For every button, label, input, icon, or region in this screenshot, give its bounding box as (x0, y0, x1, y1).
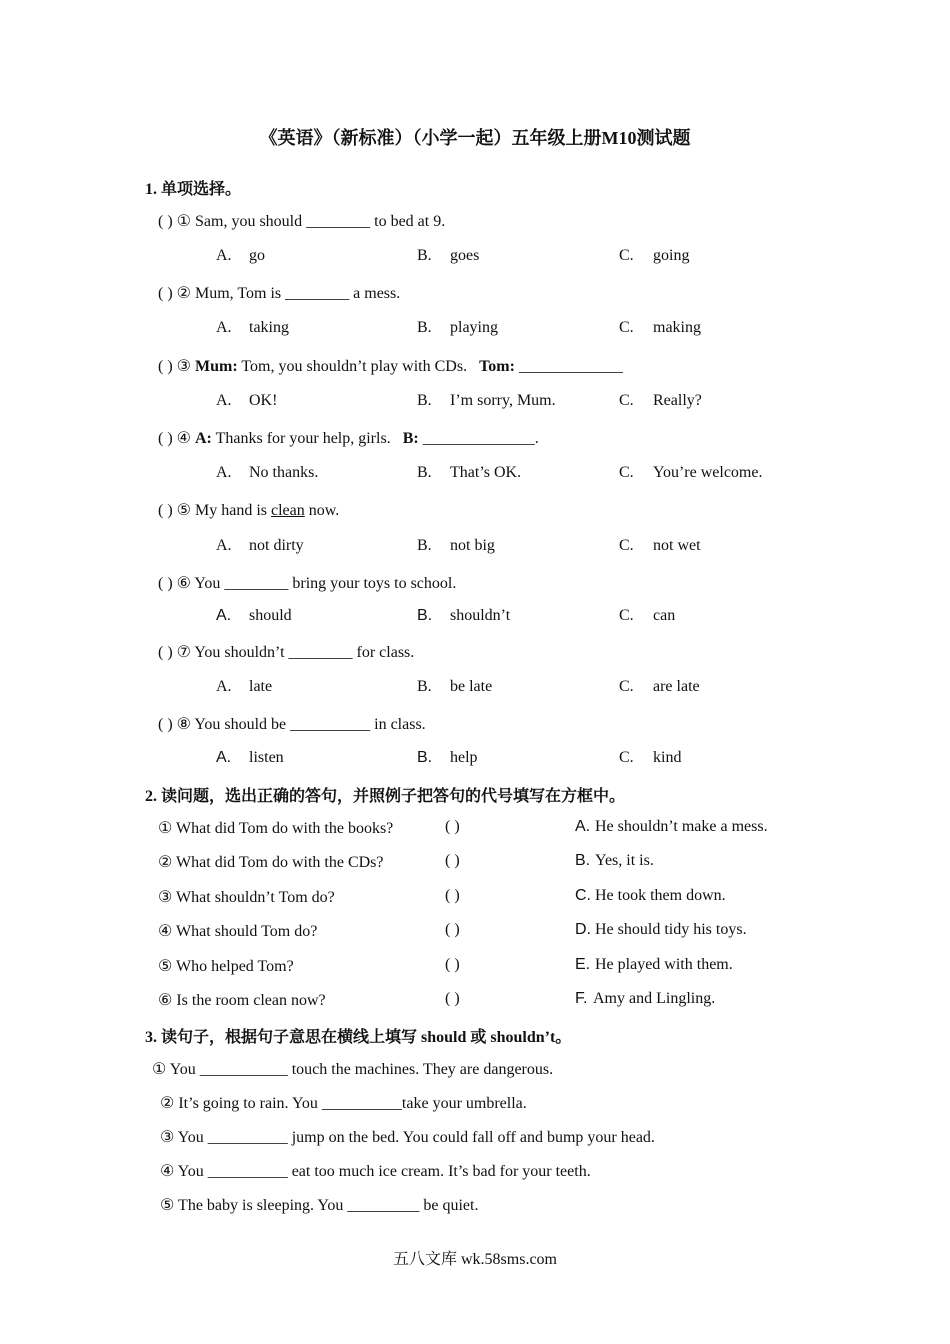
option-b-label: B. (417, 392, 432, 409)
option-a-label: A. (216, 247, 232, 264)
question-7: ( ) ⑦ You shouldn’t ________ for class. (158, 644, 415, 661)
option-b: shouldn’t (450, 607, 511, 624)
answer-box: ( ) (445, 956, 460, 973)
option-a: should (249, 607, 292, 624)
answer-text: He shouldn’t make a mess. (595, 818, 768, 835)
question-1: ( ) ① Sam, you should ________ to bed at 9. (158, 213, 446, 230)
option-a-label: A. (216, 749, 232, 766)
answer-box: ( ) (445, 921, 460, 938)
option-c-label: C. (619, 607, 634, 624)
option-a-label: A. (216, 464, 232, 481)
answer-text: He took them down. (595, 887, 726, 904)
option-a: late (249, 678, 273, 695)
option-c: going (653, 247, 690, 264)
match-question: ⑥ Is the room clean now? (158, 992, 326, 1009)
answer-box: ( ) (445, 818, 460, 835)
option-b-label: B. (417, 319, 432, 336)
question-5: ( ) ⑤ My hand is clean now. (158, 502, 340, 519)
match-question: ⑤ Who helped Tom? (158, 958, 294, 975)
question-4: ( ) ④ A: Thanks for your help, girls. B: ______________. (158, 430, 539, 447)
question-2: ( ) ② Mum, Tom is ________ a mess. (158, 285, 401, 302)
option-a-label: A. (216, 607, 232, 624)
answer-box: ( ) (445, 990, 460, 1007)
section-3-heading: 3. 读句子，根据句子意思在横线上填写 should 或 shouldn’t。 (145, 1029, 572, 1046)
option-c: kind (653, 749, 682, 766)
speaker-label: Tom: (479, 358, 515, 375)
option-b-label: B. (417, 607, 433, 624)
option-b-label: B. (417, 464, 432, 481)
fill-in-sentence: ④ You __________ eat too much ice cream. It’s bad for your teeth. (160, 1163, 591, 1180)
fill-in-sentence: ③ You __________ jump on the bed. You could fall off and bump your head. (160, 1129, 655, 1146)
question-8: ( ) ⑧ You should be __________ in class. (158, 716, 426, 733)
answer-letter: D. (575, 921, 591, 938)
answer-letter: B. (575, 852, 591, 869)
option-c-label: C. (619, 247, 634, 264)
option-a-label: A. (216, 319, 232, 336)
option-a-label: A. (216, 678, 232, 695)
option-b: That’s OK. (450, 464, 522, 481)
option-b: help (450, 749, 478, 766)
answer-text: He played with them. (595, 956, 733, 973)
answer-letter: A. (575, 818, 591, 835)
option-b: playing (450, 319, 498, 336)
option-b: I’m sorry, Mum. (450, 392, 556, 409)
option-c: making (653, 319, 701, 336)
section-1-heading: 1. 单项选择。 (145, 181, 242, 198)
fill-in-sentence: ⑤ The baby is sleeping. You _________ be quiet. (160, 1197, 479, 1214)
section-2-heading: 2. 读问题，选出正确的答句，并照例子把答句的代号填写在方框中。 (145, 788, 626, 805)
match-question: ③ What shouldn’t Tom do? (158, 889, 335, 906)
footer-watermark: 五八文库 wk.58sms.com (392, 1251, 557, 1268)
option-a-label: A. (216, 392, 232, 409)
option-b-label: B. (417, 537, 432, 554)
option-b-label: B. (417, 749, 433, 766)
question-3: ( ) ③ Mum: Tom, you shouldn’t play with CDs. Tom: _____________ (158, 358, 623, 375)
speaker-label: B: (402, 430, 419, 447)
option-c-label: C. (619, 749, 634, 766)
answer-letter: E. (575, 956, 591, 973)
option-b: be late (450, 678, 493, 695)
option-c: You’re welcome. (653, 464, 763, 481)
fill-in-sentence: ② It’s going to rain. You __________take your umbrella. (160, 1095, 527, 1112)
answer-text: Yes, it is. (595, 852, 654, 869)
option-c-label: C. (619, 464, 634, 481)
option-a: taking (249, 319, 289, 336)
option-c: Really? (653, 392, 702, 409)
option-a: listen (249, 749, 284, 766)
option-b: goes (450, 247, 480, 264)
answer-text: Amy and Lingling. (593, 990, 716, 1007)
option-a: OK! (249, 392, 278, 409)
page-title: 《英语》（新标准）（小学一起）五年级上册M10测试题 (259, 128, 691, 148)
option-c-label: C. (619, 319, 634, 336)
speaker-label: Mum: (195, 358, 238, 375)
fill-in-sentence: ① You ___________ touch the machines. They are dangerous. (152, 1061, 554, 1078)
option-b-label: B. (417, 678, 432, 695)
option-a-label: A. (216, 537, 232, 554)
option-c: are late (653, 678, 700, 695)
question-6: ( ) ⑥ You ________ bring your toys to school. (158, 575, 457, 592)
match-question: ① What did Tom do with the books? (158, 820, 394, 837)
underlined-word: clean (271, 502, 305, 519)
speaker-label: A: (195, 430, 212, 447)
answer-box: ( ) (445, 887, 460, 904)
answer-text: He should tidy his toys. (595, 921, 747, 938)
match-question: ④ What should Tom do? (158, 923, 318, 940)
option-c-label: C. (619, 392, 634, 409)
option-a: No thanks. (249, 464, 319, 481)
answer-letter: C. (575, 887, 591, 904)
match-question: ② What did Tom do with the CDs? (158, 854, 384, 871)
option-b: not big (450, 537, 495, 554)
option-a: go (249, 247, 265, 264)
answer-letter: F. (575, 990, 588, 1007)
option-c-label: C. (619, 678, 634, 695)
option-a: not dirty (249, 537, 304, 554)
option-b-label: B. (417, 247, 432, 264)
option-c-label: C. (619, 537, 634, 554)
answer-box: ( ) (445, 852, 460, 869)
option-c: not wet (653, 537, 701, 554)
option-c: can (653, 607, 676, 624)
